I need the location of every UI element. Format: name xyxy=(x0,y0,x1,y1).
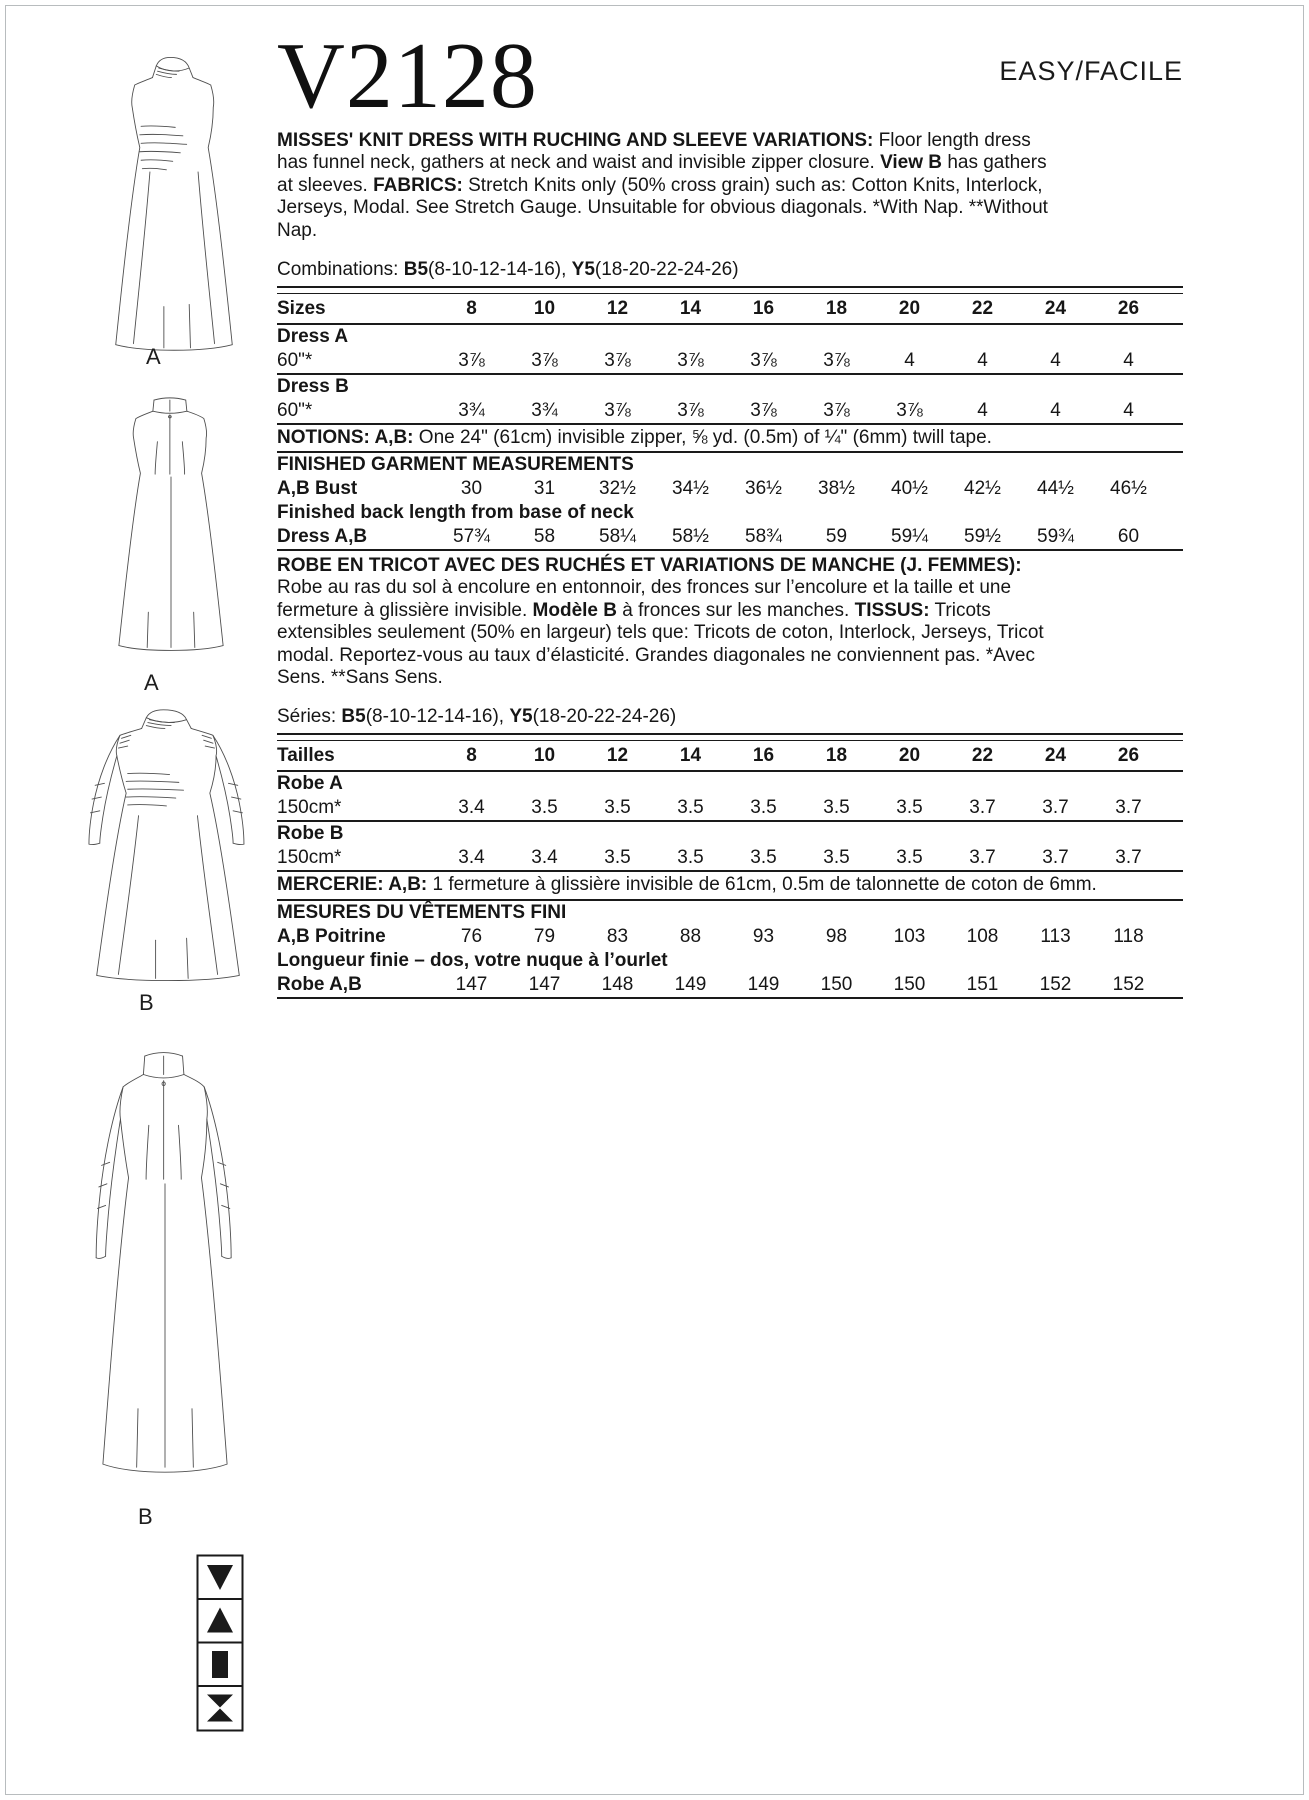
table-cell: 42½ xyxy=(964,478,1001,500)
table-cell: 38½ xyxy=(818,478,855,500)
table-row xyxy=(277,349,1183,373)
table-cell: 152 xyxy=(1039,973,1072,995)
table-cell: 3⅞ xyxy=(458,350,485,372)
table-cell: 3.5 xyxy=(750,847,777,869)
table-cell: 103 xyxy=(893,925,926,947)
series-label: Séries: xyxy=(277,706,342,728)
tissus-label: TISSUS: xyxy=(854,599,930,621)
table-row xyxy=(277,796,1183,820)
table-row xyxy=(277,399,1183,423)
table-cell: 3.7 xyxy=(969,797,996,819)
table-cell: 12 xyxy=(606,745,629,767)
table-cell: 59¾ xyxy=(1037,526,1074,548)
table-cell: 149 xyxy=(674,973,707,995)
table-cell: 3.7 xyxy=(969,847,996,869)
table-cell: 59¼ xyxy=(891,526,928,548)
table-cell: 4 xyxy=(977,350,988,372)
table-cell: 3¾ xyxy=(458,400,485,422)
nap-down-triangle-icon xyxy=(198,1556,243,1600)
table-cell: 3.5 xyxy=(896,797,923,819)
size-chart-fr xyxy=(277,733,1183,998)
table-cell: 30 xyxy=(460,478,483,500)
combo-y5: Y5 xyxy=(571,259,595,281)
description-en-text: has gathers at sleeves. xyxy=(277,152,1047,196)
table-cell: 93 xyxy=(752,925,775,947)
table-cell: 59½ xyxy=(964,526,1001,548)
table-cell: 4 xyxy=(904,350,915,372)
table-cell: 3⅞ xyxy=(750,400,777,422)
combo-y5-sizes: (18-20-22-24-26) xyxy=(594,259,739,281)
table-cell: 3.5 xyxy=(604,847,631,869)
table-cell: 3⅞ xyxy=(604,400,631,422)
table-cell: 150 xyxy=(893,973,926,995)
combo-b5-sizes: (8-10-12-14-16), xyxy=(428,259,572,281)
table-cell: 58½ xyxy=(672,526,709,548)
table-cell: 3⅞ xyxy=(896,400,923,422)
series-b5-sizes: (8-10-12-14-16), xyxy=(365,706,510,728)
table-cell: 16 xyxy=(752,298,775,320)
table-cell: 26 xyxy=(1117,298,1140,320)
combinations-label: Combinations: xyxy=(277,259,404,281)
mercerie-text: 1 fermeture à glissière invisible de 61cm, 0.5m de talonnette de coton de 6mm. xyxy=(427,874,1097,896)
solid-rectangle-icon xyxy=(198,1643,243,1687)
fabric-width-label: 150cm* xyxy=(277,847,342,869)
description-fr-text: Tricots extensibles seulement (50% en largeur) tels que: Tricots de coton, Interlock, Jerseys, Tricot modal. Reportez-vous au taux d’élasticité. Grandes diagonales ne conviennent pas. *Avec Sens. **Sans Sens. xyxy=(277,599,1044,689)
description-fr-text: à fronces sur les manches. xyxy=(617,599,855,621)
table-cell: 79 xyxy=(533,925,556,947)
table-cell: 59 xyxy=(825,526,848,548)
table-cell: 3⅞ xyxy=(604,350,631,372)
series-line xyxy=(277,706,1183,728)
table-cell: 4 xyxy=(1050,350,1061,372)
description-english xyxy=(277,130,1049,242)
table-cell: 57¾ xyxy=(453,526,490,548)
divider xyxy=(277,733,1183,741)
table-cell: 3⅞ xyxy=(823,400,850,422)
table-cell: 12 xyxy=(606,298,629,320)
hourglass-icon xyxy=(198,1686,243,1731)
dress-b-front-drawing xyxy=(75,703,261,997)
series-y5: Y5 xyxy=(509,706,533,728)
finished-measurements-header: FINISHED GARMENT MEASUREMENTS xyxy=(277,454,634,476)
table-row xyxy=(277,973,1183,997)
table-cell: 58 xyxy=(533,526,556,548)
table-cell: 3.4 xyxy=(458,797,485,819)
table-cell: 83 xyxy=(606,925,629,947)
table-cell: 3⅞ xyxy=(531,350,558,372)
table-cell: 32½ xyxy=(599,478,636,500)
table-cell: 147 xyxy=(455,973,488,995)
view-b-label: View B xyxy=(880,152,943,174)
table-cell: 3.7 xyxy=(1042,797,1069,819)
combinations-line xyxy=(277,259,1183,281)
table-cell: 3⅞ xyxy=(750,350,777,372)
table-cell: 3.7 xyxy=(1115,847,1142,869)
table-cell: 76 xyxy=(460,925,483,947)
figure-label-a-front: A xyxy=(146,344,161,369)
table-cell: 16 xyxy=(752,745,775,767)
table-row xyxy=(277,822,1183,846)
table-cell: 88 xyxy=(679,925,702,947)
table-cell: 3.5 xyxy=(677,847,704,869)
table-cell: 31 xyxy=(533,478,556,500)
table-cell: 14 xyxy=(679,298,702,320)
table-cell: 148 xyxy=(601,973,634,995)
table-cell: 3¾ xyxy=(531,400,558,422)
divider xyxy=(277,549,1183,551)
description-en-text: Stretch Knits only (50% cross grain) such as: Cotton Knits, Interlock, Jerseys, Modal. See Stretch Gauge. Unsuitable for obvious diagonals. *With Nap. **Without Nap. xyxy=(277,174,1048,241)
text-column xyxy=(277,0,1183,999)
series-b5: B5 xyxy=(341,706,366,728)
table-cell: 150 xyxy=(820,973,853,995)
table-cell: 3.7 xyxy=(1115,797,1142,819)
description-fr-heading: ROBE EN TRICOT AVEC DES RUCHÉS ET VARIATIONS DE MANCHE (J. FEMMES): xyxy=(277,555,1022,577)
longueur-header: Longueur finie – dos, votre nuque à l’ourlet xyxy=(277,949,668,971)
sizes-header-label: Sizes xyxy=(277,298,326,320)
table-cell: 10 xyxy=(533,745,556,767)
table-cell: 44½ xyxy=(1037,478,1074,500)
table-row xyxy=(277,772,1183,796)
table-cell: 3.4 xyxy=(531,847,558,869)
table-cell: 24 xyxy=(1044,298,1067,320)
mercerie-line xyxy=(277,872,1157,898)
table-cell: 8 xyxy=(466,298,477,320)
table-cell: 152 xyxy=(1112,973,1145,995)
table-row xyxy=(277,846,1183,870)
fabric-width-label: 150cm* xyxy=(277,797,342,819)
description-en-text: Floor length dress has funnel neck, gathers at neck and waist and invisible zipper closure. xyxy=(277,130,1031,174)
table-cell: 98 xyxy=(825,925,848,947)
notions-line xyxy=(277,425,1183,451)
table-cell: 58¾ xyxy=(745,526,782,548)
description-en-heading: MISSES' KNIT DRESS WITH RUCHING AND SLEEVE VARIATIONS: xyxy=(277,130,874,151)
dress-ab-label: Dress A,B xyxy=(277,526,368,548)
table-row xyxy=(277,525,1183,549)
table-cell: 20 xyxy=(898,298,921,320)
dress-a-front-drawing xyxy=(98,50,250,368)
table-row xyxy=(277,925,1183,949)
table-cell: 40½ xyxy=(891,478,928,500)
table-cell: 22 xyxy=(971,298,994,320)
mercerie-label: MERCERIE: A,B: xyxy=(277,874,428,896)
table-cell: 26 xyxy=(1117,745,1140,767)
table-cell: 4 xyxy=(1123,350,1134,372)
size-chart-en-header xyxy=(277,294,1183,323)
combo-b5: B5 xyxy=(403,259,429,281)
nap-up-triangle-icon xyxy=(198,1599,243,1643)
robe-b-label: Robe B xyxy=(277,823,344,845)
table-cell: 18 xyxy=(825,745,848,767)
table-cell: 118 xyxy=(1113,925,1144,947)
figure-label-a-back: A xyxy=(144,670,159,695)
back-length-header: Finished back length from base of neck xyxy=(277,502,634,524)
description-fr-text: Robe au ras du sol à encolure en entonnoir, des fronces sur l’encolure et la taille et une fermeture à glissière invisible. xyxy=(277,577,1012,621)
table-cell: 3.7 xyxy=(1042,847,1069,869)
table-cell: 3.5 xyxy=(823,847,850,869)
table-row xyxy=(277,325,1183,349)
table-cell: 8 xyxy=(466,745,477,767)
figure-label-b-back: B xyxy=(138,1504,153,1529)
size-chart-fr-header xyxy=(277,741,1183,770)
table-cell: 3.5 xyxy=(750,797,777,819)
dress-b-back-drawing xyxy=(84,1036,246,1498)
dress-a-label: Dress A xyxy=(277,326,349,348)
table-cell: 3.5 xyxy=(531,797,558,819)
table-cell: 36½ xyxy=(745,478,782,500)
table-cell: 4 xyxy=(1123,400,1134,422)
table-cell: 149 xyxy=(747,973,780,995)
table-cell: 3.5 xyxy=(604,797,631,819)
fabric-width-label: 60"* xyxy=(277,350,313,372)
divider xyxy=(277,286,1183,294)
table-cell: 58¼ xyxy=(599,526,636,548)
dress-b-label: Dress B xyxy=(277,376,349,398)
table-cell: 151 xyxy=(966,973,999,995)
table-cell: 147 xyxy=(528,973,561,995)
table-cell: 10 xyxy=(533,298,556,320)
table-cell: 22 xyxy=(971,745,994,767)
poitrine-label: A,B Poitrine xyxy=(277,925,386,947)
notions-label: NOTIONS: A,B: xyxy=(277,427,414,449)
pattern-number: V2128 xyxy=(277,24,538,128)
modele-b-label: Modèle B xyxy=(532,599,617,621)
table-cell: 46½ xyxy=(1110,478,1147,500)
table-cell: 18 xyxy=(825,298,848,320)
robe-a-label: Robe A xyxy=(277,773,343,795)
table-cell: 3⅞ xyxy=(677,400,704,422)
table-row xyxy=(277,375,1183,399)
dress-a-back-drawing xyxy=(103,388,239,666)
series-y5-sizes: (18-20-22-24-26) xyxy=(532,706,677,728)
figure-label-b-front: B xyxy=(139,990,154,1015)
nap-symbols-key xyxy=(196,1554,244,1732)
table-cell: 3⅞ xyxy=(677,350,704,372)
table-cell: 3.4 xyxy=(458,847,485,869)
table-cell: 14 xyxy=(679,745,702,767)
table-cell: 20 xyxy=(898,745,921,767)
table-row xyxy=(277,477,1183,501)
difficulty-badge: EASY/FACILE xyxy=(999,56,1183,86)
tailles-header-label: Tailles xyxy=(277,745,335,767)
bust-label: A,B Bust xyxy=(277,478,358,500)
table-cell: 4 xyxy=(1050,400,1061,422)
robe-ab-label: Robe A,B xyxy=(277,973,362,995)
table-cell: 3.5 xyxy=(823,797,850,819)
mesures-header: MESURES DU VÊTEMENTS FINI xyxy=(277,901,567,923)
fabric-width-label: 60"* xyxy=(277,400,313,422)
table-cell: 60 xyxy=(1117,526,1140,548)
table-cell: 24 xyxy=(1044,745,1067,767)
table-cell: 3.5 xyxy=(677,797,704,819)
table-cell: 3⅞ xyxy=(823,350,850,372)
notions-text: One 24" (61cm) invisible zipper, ⅝ yd. (0.5m) of ¼" (6mm) twill tape. xyxy=(413,427,992,449)
description-french xyxy=(277,555,1049,689)
fabrics-label: FABRICS: xyxy=(373,174,463,196)
table-cell: 34½ xyxy=(672,478,709,500)
table-cell: 113 xyxy=(1040,925,1071,947)
divider xyxy=(277,997,1183,999)
size-chart-en xyxy=(277,286,1183,551)
table-cell: 4 xyxy=(977,400,988,422)
table-cell: 108 xyxy=(966,925,999,947)
table-cell: 3.5 xyxy=(896,847,923,869)
